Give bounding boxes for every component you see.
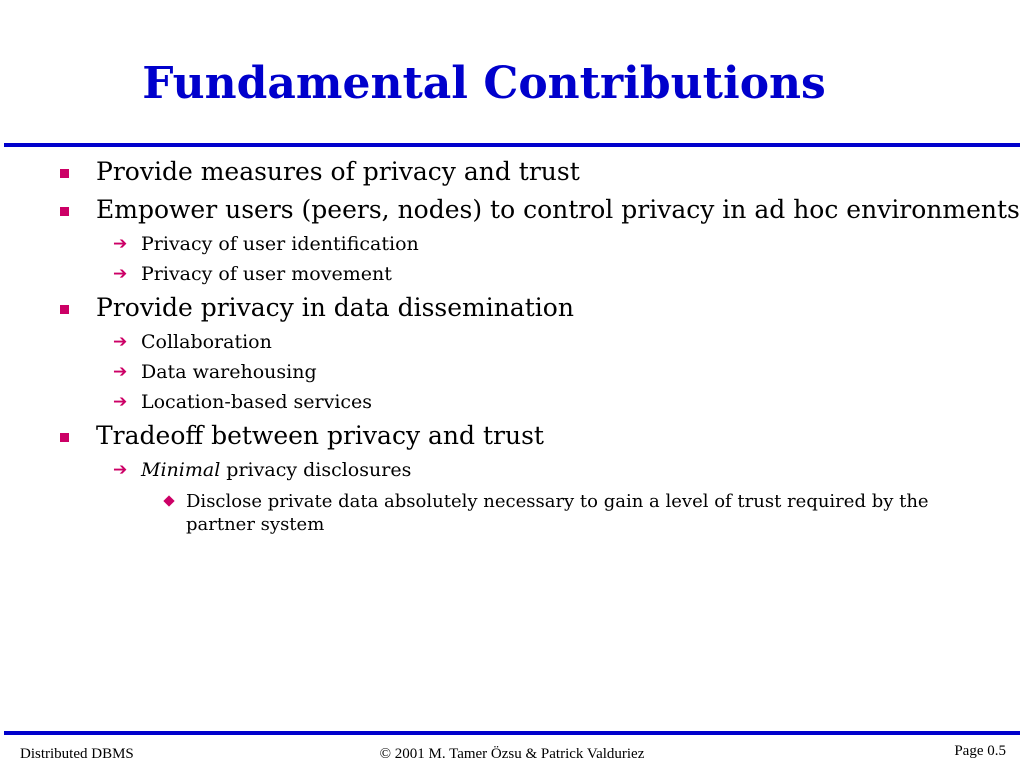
sub-list-item — [0, 392, 1024, 413]
arrow-bullet-icon: ➔ — [113, 264, 128, 284]
diamond-bullet-icon — [163, 495, 174, 506]
sub-list-item — [0, 460, 1024, 481]
list-item-text: Tradeoff between privacy and trust — [96, 421, 544, 450]
sub-list-item-text: privacy disclosures — [220, 459, 412, 481]
footer-course: Distributed DBMS — [20, 746, 134, 762]
sub-list-item-text: Collaboration — [141, 331, 272, 353]
square-bullet-icon — [60, 305, 69, 314]
list-item — [0, 196, 1024, 223]
square-bullet-icon — [60, 169, 69, 178]
list-item-text: Empower users (peers, nodes) to control privacy in ad hoc environments — [96, 195, 1020, 224]
slide-title: Fundamental Contributions — [142, 58, 826, 109]
sub-list-item-text: Privacy of user movement — [141, 263, 392, 285]
sub-sub-list-item-text: Disclose private data absolutely necessary to gain a level of trust required by the partner system — [186, 491, 929, 535]
list-item — [0, 294, 1024, 321]
sub-list-item — [0, 362, 1024, 383]
sub-list-item — [0, 234, 1024, 255]
footer-divider — [4, 731, 1020, 735]
arrow-bullet-icon: ➔ — [113, 460, 128, 480]
sub-list-item-text: Data warehousing — [141, 361, 317, 383]
footer-copyright: © 2001 M. Tamer Özsu & Patrick Valduriez — [379, 746, 645, 762]
title-divider — [4, 143, 1020, 147]
list-item-text: Provide privacy in data dissemination — [96, 293, 574, 322]
sub-list-item — [0, 264, 1024, 285]
arrow-bullet-icon: ➔ — [113, 392, 128, 412]
list-item-text: Provide measures of privacy and trust — [96, 157, 580, 186]
sub-list-item — [0, 332, 1024, 353]
sub-sub-list-item — [0, 490, 1024, 536]
footer-page-number: Page 0.5 — [954, 743, 1006, 759]
square-bullet-icon — [60, 207, 69, 216]
square-bullet-icon — [60, 433, 69, 442]
arrow-bullet-icon: ➔ — [113, 362, 128, 382]
bullet-list — [0, 158, 1024, 536]
list-item — [0, 158, 1024, 185]
arrow-bullet-icon: ➔ — [113, 234, 128, 254]
arrow-bullet-icon: ➔ — [113, 332, 128, 352]
list-item — [0, 422, 1024, 449]
sub-list-item-text: Privacy of user identification — [141, 233, 419, 255]
emphasis-text: Minimal — [141, 459, 221, 481]
sub-list-item-text: Location-based services — [141, 391, 373, 413]
